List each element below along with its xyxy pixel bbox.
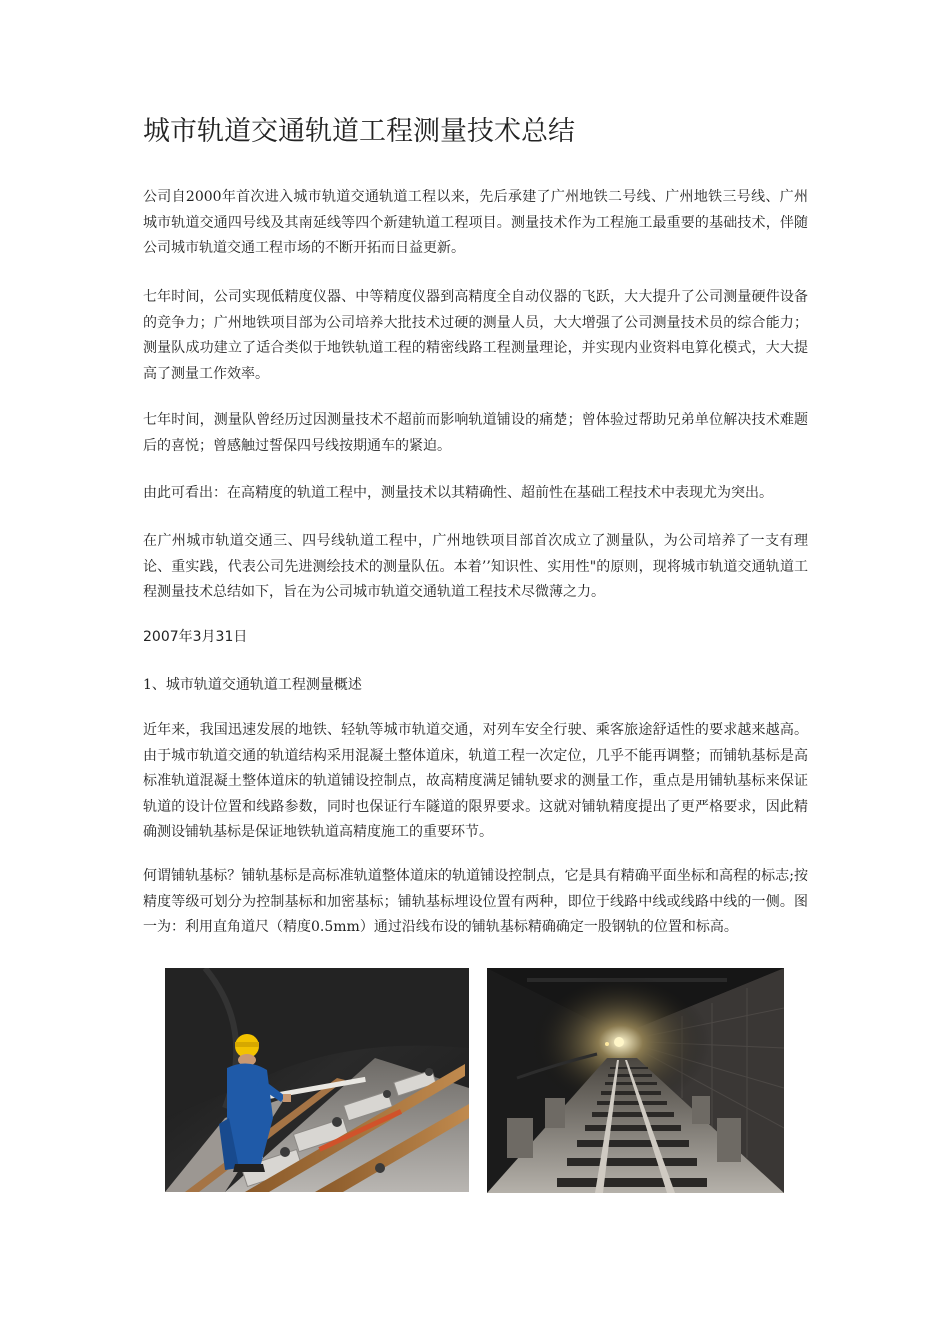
photo-surveyor-measuring-track <box>165 968 469 1192</box>
photo-tunnel-track-perspective <box>487 968 784 1193</box>
section-heading-1: 1、城市轨道交通轨道工程测量概述 <box>143 677 362 693</box>
paragraph-seven-years-experience: 七年时间，测量队曾经历过因测量技术不超前而影响轨道铺设的痛楚；曾体验过帮助兄弟单位解决技术难题后的喜悦；曾感触过誓保四号线按期通车的紧迫。 <box>143 412 808 454</box>
figure-photos <box>165 968 785 1193</box>
paragraph-purpose: 在广州城市轨道交通三、四号线轨道工程中，广州地铁项目部首次成立了测量队，为公司培养了一支有理论、重实践，代表公司先进测绘技术的测量队伍。本着’’知识性、实用性"的原则，现将城市轨道交通轨道工程测量技术总结如下，旨在为公司城市轨道交通轨道工程技术尽微薄之力。 <box>143 533 808 600</box>
paragraph-seven-years-achievements: 七年时间，公司实现低精度仪器、中等精度仪器到高精度全自动仪器的飞跃，大大提升了公司测量硬件设备的竞争力；广州地铁项目部为公司培养大批技术过硬的测量人员，大大增强了公司测量技术员的综合能力；测量队成功建立了适合类似于地铁轨道工程的精密线路工程测量理论，并实现内业资料电算化模式，大大提高了测量工作效率。 <box>143 289 808 382</box>
paragraph-definition: 何谓铺轨基标？铺轨基标是高标准轨道整体道床的轨道铺设控制点，它是具有精确平面坐标和高程的标志;按精度等级可划分为控制基标和加密基标；铺轨基标埋设位置有两种，即位于线路中线或线路中线的一侧。图一为：利用直角道尺（精度0.5mm）通过沿线布设的铺轨基标精确确定一股钢轨的位置和标高。 <box>143 868 808 935</box>
paragraph-overview: 近年来，我国迅速发展的地铁、轻轨等城市轨道交通，对列车安全行驶、乘客旅途舒适性的要求越来越高。由于城市轨道交通的轨道结构采用混凝土整体道床，轨道工程一次定位，几乎不能再调整；而铺轨基标是高标准轨道混凝土整体道床的轨道铺设控制点，故高精度满足铺轨要求的测量工作，重点是用铺轨基标来保证轨道的设计位置和线路参数，同时也保证行车隧道的限界要求。这就对铺轨精度提出了更严格要求，因此精确测设铺轨基标是保证地铁轨道高精度施工的重要环节。 <box>143 722 808 840</box>
paragraph-intro: 公司自2000年首次进入城市轨道交通轨道工程以来，先后承建了广州地铁二号线、广州地铁三号线、广州城市轨道交通四号线及其南延线等四个新建轨道工程项目。测量技术作为工程施工最重要的基础技术，伴随公司城市轨道交通工程市场的不断开拓而日益更新。 <box>143 189 808 256</box>
document-title: 城市轨道交通轨道工程测量技术总结 <box>143 116 575 147</box>
paragraph-conclusion: 由此可看出：在高精度的轨道工程中，测量技术以其精确性、超前性在基础工程技术中表现尤为突出。 <box>143 485 773 501</box>
document-date: 2007年3月31日 <box>143 629 248 645</box>
